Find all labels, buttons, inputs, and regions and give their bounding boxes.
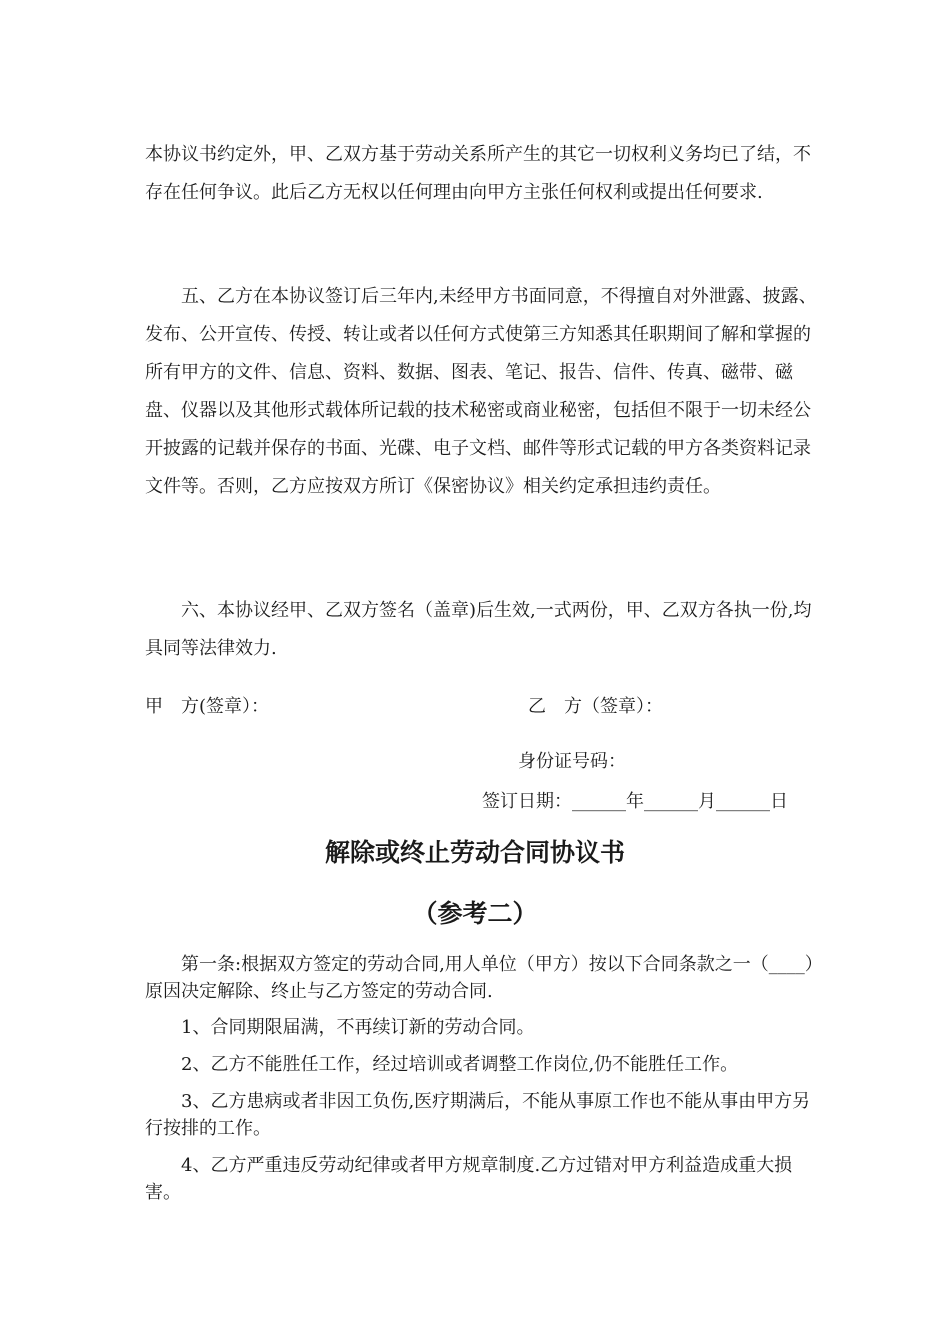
signing-date-line: 签订日期：______年______月______日 <box>482 791 788 812</box>
list-item: 3、乙方患病或者非因工负伤,医疗期满后，不能从事原工作也不能从事由甲方另行按排的工作。 <box>145 1091 811 1139</box>
party-a-signature-label: 甲 方(签章）： <box>145 696 270 717</box>
list-item: 4、乙方严重违反劳动纪律或者甲方规章制度.乙方过错对甲方利益造成重大损害。 <box>145 1155 793 1203</box>
article-1: 第一条:根据双方签定的劳动合同,用人单位（甲方）按以下合同条款之一（____）原因决定解除、终止与乙方签定的劳动合同. <box>145 954 823 1002</box>
paragraph-clause-6: 六、本协议经甲、乙双方签名（盖章)后生效,一式两份，甲、乙双方各执一份,均具同等法律效力. <box>145 600 812 659</box>
list-item: 1、合同期限届满，不再续订新的劳动合同。 <box>181 1017 535 1038</box>
document-title: 解除或终止劳动合同协议书 <box>324 838 625 867</box>
paragraph-continuation: 本协议书约定外，甲、乙双方基于劳动关系所产生的其它一切权利义务均已了结，不存在任何争议。此后乙方无权以任何理由向甲方主张任何权利或提出任何要求. <box>145 144 811 203</box>
paragraph-clause-5: 五、乙方在本协议签订后三年内,未经甲方书面同意，不得擅自对外泄露、披露、发布、公开宣传、传授、转让或者以任何方式使第三方知悉其任职期间了解和掌握的所有甲方的文件、信息、资料、数据、图表、笔记、报告、信件、传真、磁带、磁盘、仪器以及其他形式载体所记载的技术秘密或商业秘密，包括但不限于一切未经公开披露的记载并保存的书面、光碟、电子文档、邮件等形式记载的甲方各类资料记录文件等。否则，乙方应按双方所订《保密协议》相关约定承担违约责任。 <box>145 286 817 497</box>
id-number-label: 身份证号码： <box>518 751 626 772</box>
party-b-signature-label: 乙 方（签章）： <box>528 696 663 717</box>
list-item: 2、乙方不能胜任工作，经过培训或者调整工作岗位,仍不能胜任工作。 <box>181 1054 739 1075</box>
document-subtitle: （参考二） <box>412 899 538 928</box>
